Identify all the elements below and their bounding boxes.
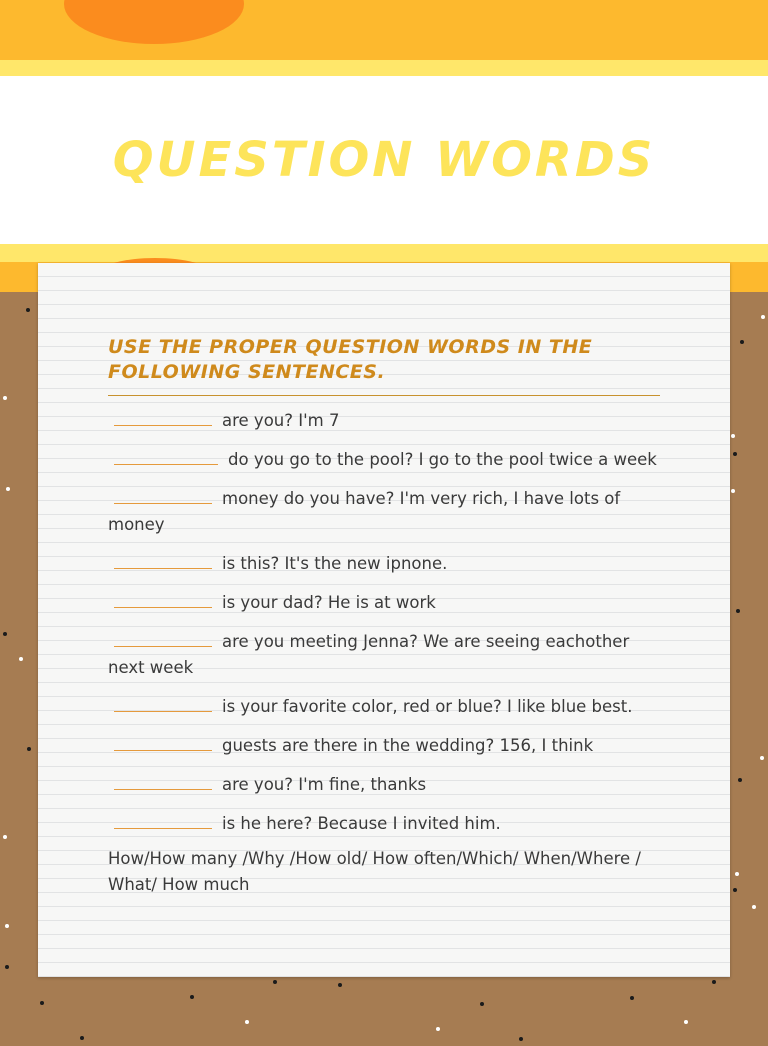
answer-blank[interactable]: [114, 772, 212, 790]
speckle: [19, 657, 23, 661]
question-text: is he here? Because I invited him.: [222, 814, 501, 833]
speckle: [3, 835, 7, 839]
speckle: [630, 996, 634, 1000]
speckle: [5, 924, 9, 928]
worksheet-paper: [38, 263, 730, 977]
question-text: are you? I'm fine, thanks: [222, 775, 427, 794]
title-banner: [0, 76, 768, 244]
answer-blank[interactable]: [114, 590, 212, 608]
speckle: [338, 983, 342, 987]
question-item: [108, 694, 660, 720]
answer-blank[interactable]: [114, 551, 212, 569]
speckle: [436, 1027, 440, 1031]
word-bank: How/How many /Why /How old/ How often/Which/ When/Where / What/ How much: [108, 849, 641, 894]
question-text: guests are there in the wedding? 156, I think: [222, 736, 594, 755]
question-list: [108, 408, 660, 837]
speckle: [480, 1002, 484, 1006]
speckle: [27, 747, 31, 751]
question-item: [108, 590, 660, 616]
speckle: [712, 980, 716, 984]
question-item: [108, 811, 660, 837]
speckle: [3, 396, 7, 400]
speckle: [733, 452, 737, 456]
question-text: is this? It's the new ipnone.: [222, 554, 448, 573]
question-item: [108, 733, 660, 759]
answer-blank[interactable]: [114, 733, 212, 751]
speckle: [740, 340, 744, 344]
banner-stripe: [0, 244, 768, 262]
answer-blank[interactable]: [114, 629, 212, 647]
speckle: [245, 1020, 249, 1024]
speckle: [684, 1020, 688, 1024]
question-item: [108, 447, 660, 473]
speckle: [735, 872, 739, 876]
speckle: [190, 995, 194, 999]
answer-blank[interactable]: [114, 694, 212, 712]
header-stripe: [0, 60, 768, 76]
question-text: is your dad? He is at work: [222, 593, 436, 612]
question-item: [108, 772, 660, 798]
speckle: [273, 980, 277, 984]
speckle: [760, 756, 764, 760]
speckle: [736, 609, 740, 613]
question-item: [108, 629, 660, 681]
speckle: [40, 1001, 44, 1005]
answer-blank[interactable]: [114, 447, 218, 465]
worksheet-content: [108, 335, 660, 898]
speckle: [733, 888, 737, 892]
speckle: [731, 489, 735, 493]
speckle: [5, 965, 9, 969]
question-item: [108, 486, 660, 538]
question-text: are you? I'm 7: [222, 411, 340, 430]
question-item: [108, 408, 660, 434]
question-text: money do you have? I'm very rich, I have lots of money: [108, 489, 621, 534]
speckle: [26, 308, 30, 312]
answer-blank[interactable]: [114, 408, 212, 426]
speckle: [6, 487, 10, 491]
speckle: [738, 778, 742, 782]
answer-blank[interactable]: [114, 486, 212, 504]
speckle: [731, 434, 735, 438]
question-item: [108, 551, 660, 577]
question-text: is your favorite color, red or blue? I like blue best.: [222, 697, 633, 716]
answer-blank[interactable]: [114, 811, 212, 829]
question-text: do you go to the pool? I go to the pool twice a week: [228, 450, 657, 469]
page-title: QUESTION WORDS: [112, 132, 656, 188]
speckle: [761, 315, 765, 319]
speckle: [519, 1037, 523, 1041]
instruction-heading: USE THE PROPER QUESTION WORDS IN THE FOLLOWING SENTENCES.: [108, 335, 660, 396]
speckle: [3, 632, 7, 636]
speckle: [752, 905, 756, 909]
speckle: [80, 1036, 84, 1040]
question-text: are you meeting Jenna? We are seeing eachother next week: [108, 632, 630, 677]
